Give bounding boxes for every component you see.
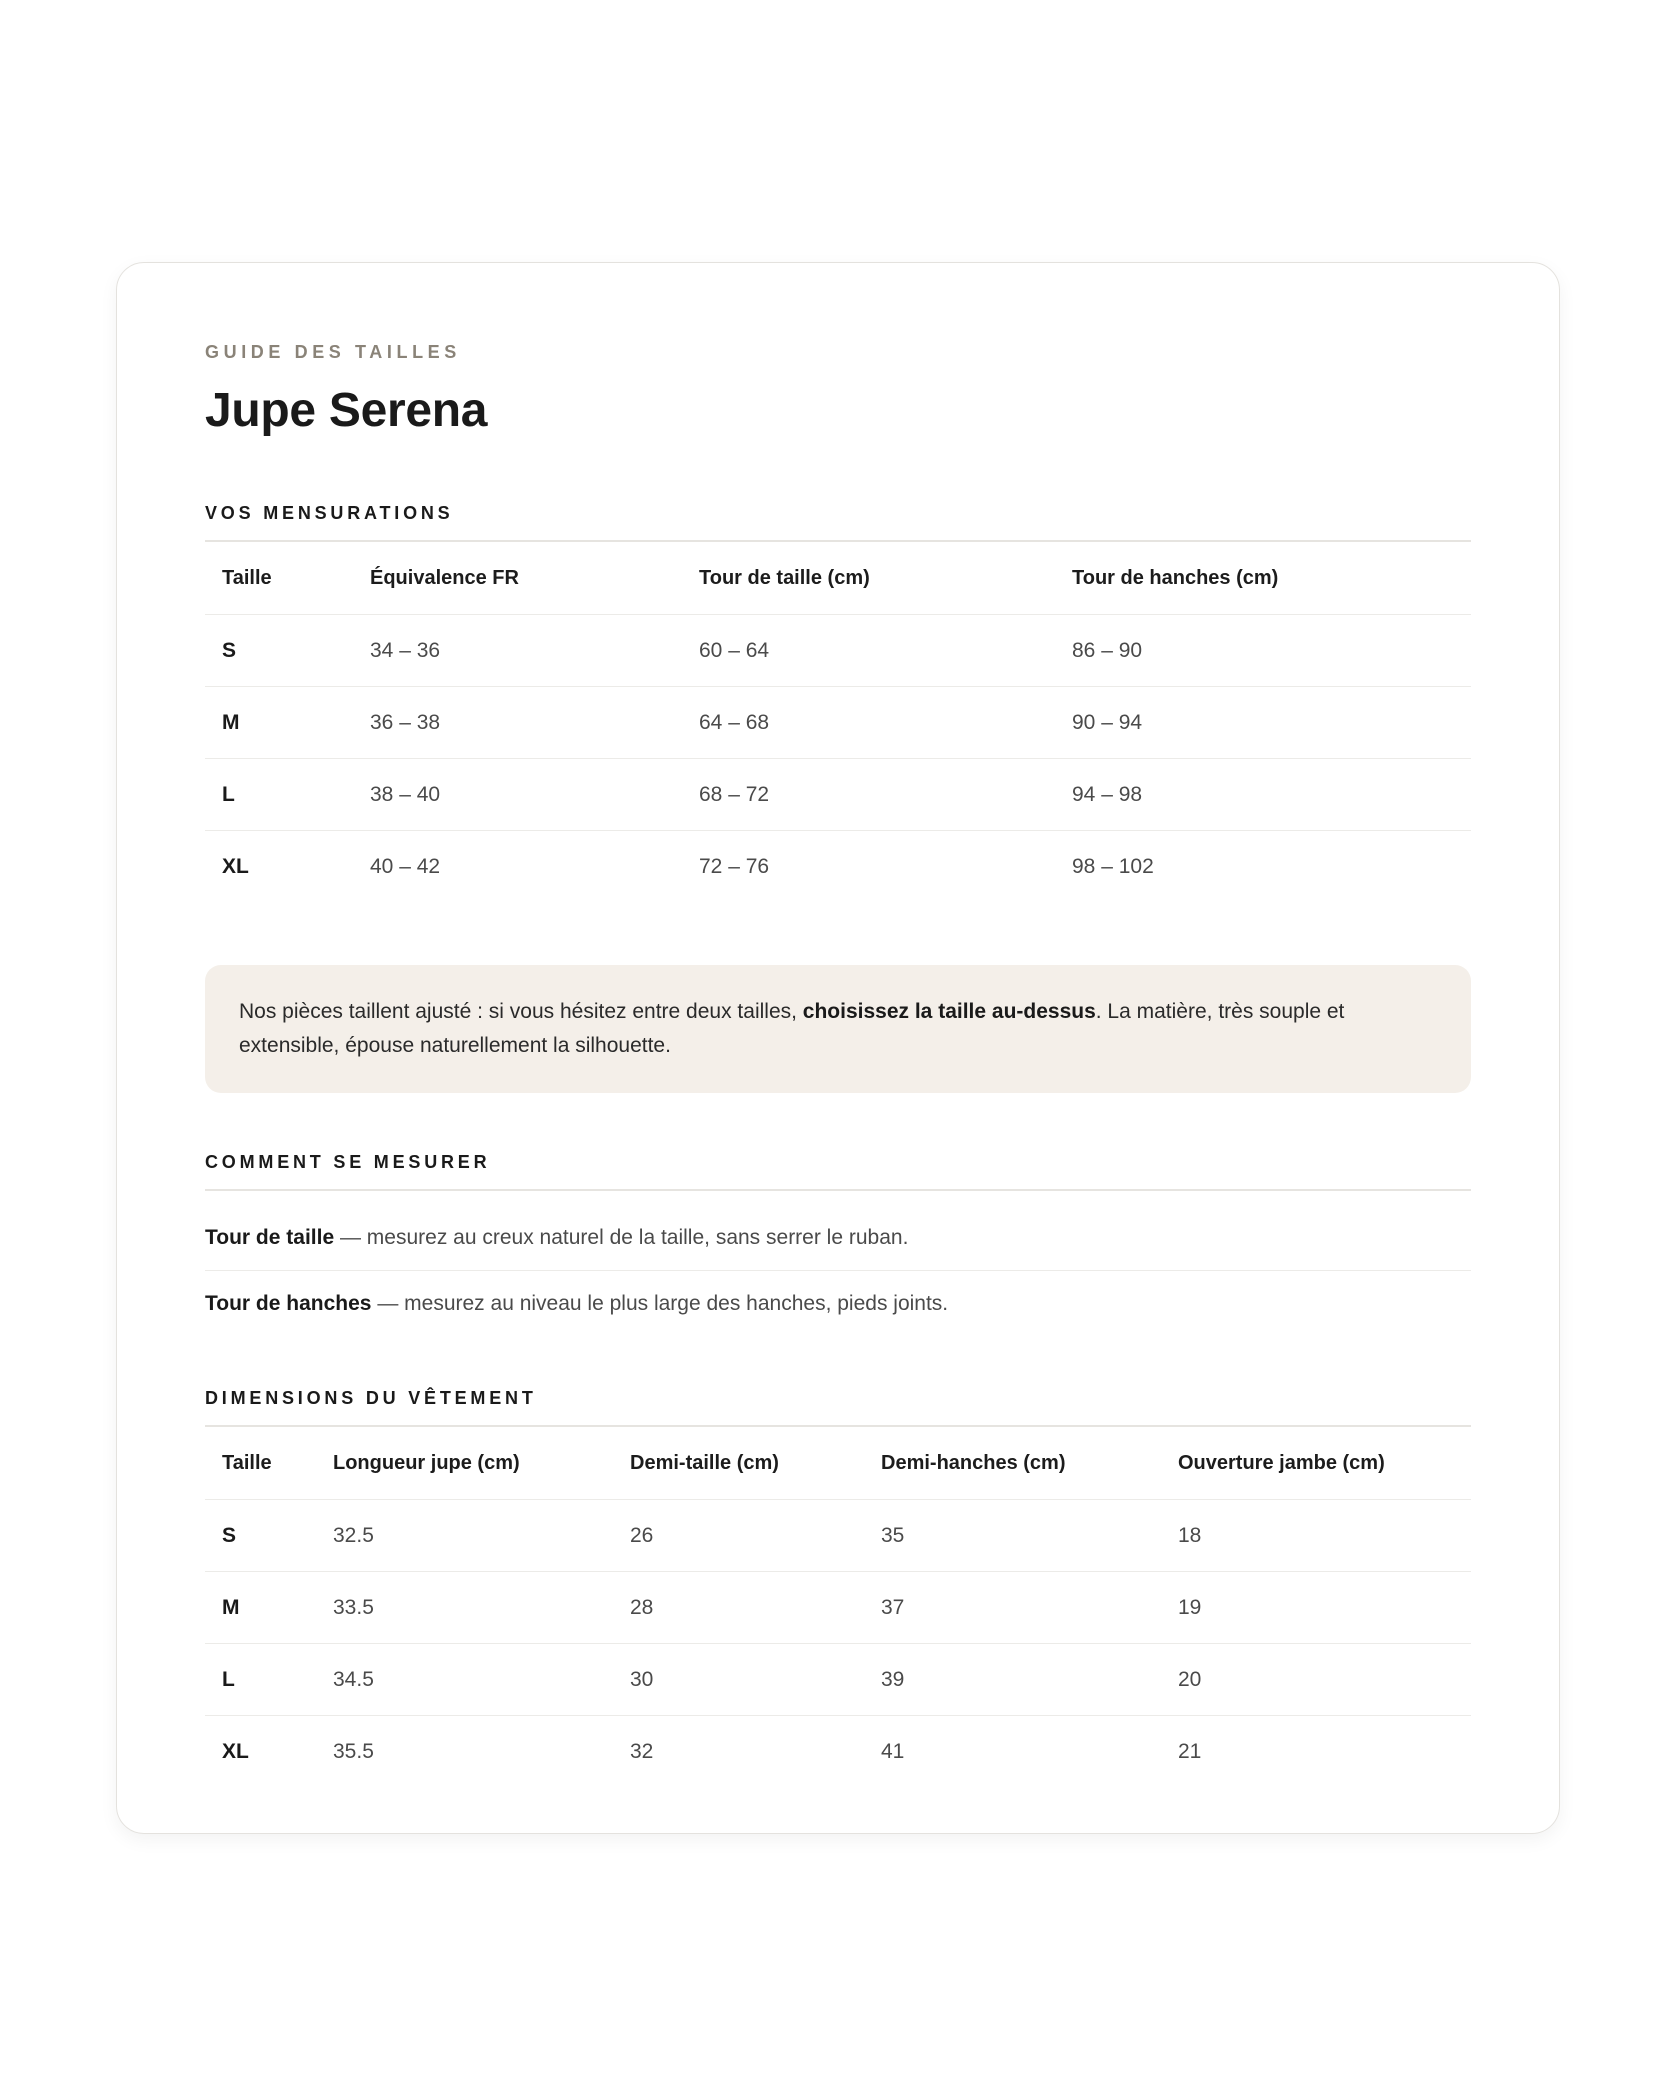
table-cell: 35 bbox=[864, 1500, 1161, 1572]
table-row bbox=[205, 1500, 1471, 1572]
table-cell: 60 – 64 bbox=[682, 615, 1055, 687]
table-row bbox=[205, 1644, 1471, 1716]
eyebrow-label: GUIDE DES TAILLES bbox=[205, 342, 461, 362]
table-cell: 36 – 38 bbox=[353, 687, 682, 759]
column-header: Taille bbox=[205, 542, 353, 615]
column-header: Tour de hanches (cm) bbox=[1055, 542, 1471, 615]
column-header: Équivalence FR bbox=[353, 542, 682, 615]
table-cell: 86 – 90 bbox=[1055, 615, 1471, 687]
table-cell: 35.5 bbox=[333, 1739, 374, 1763]
table-cell: 34.5 bbox=[316, 1644, 613, 1716]
table-cell: 39 bbox=[864, 1644, 1161, 1716]
table-cell: 64 – 68 bbox=[682, 687, 1055, 759]
measure-instruction bbox=[205, 1271, 1471, 1336]
table-header-row bbox=[205, 1427, 1471, 1500]
table-cell: 98 – 102 bbox=[1072, 854, 1154, 878]
table-cell: 32 bbox=[630, 1739, 654, 1763]
table-cell: 37 bbox=[864, 1572, 1161, 1644]
table-cell: 94 – 98 bbox=[1055, 759, 1471, 831]
measurements-table bbox=[205, 542, 1471, 902]
size-cell: L bbox=[205, 1644, 316, 1716]
table-row bbox=[205, 1716, 1471, 1788]
table-cell: 21 bbox=[1178, 1739, 1202, 1763]
table-cell: 30 bbox=[613, 1644, 864, 1716]
table-cell: 33.5 bbox=[316, 1572, 613, 1644]
size-cell: XL bbox=[222, 1739, 249, 1763]
table-cell: 20 bbox=[1161, 1644, 1471, 1716]
table-row bbox=[205, 831, 1471, 903]
table-row bbox=[205, 1572, 1471, 1644]
table-row bbox=[205, 687, 1471, 759]
table-cell: 32.5 bbox=[316, 1500, 613, 1572]
table-cell: 41 bbox=[881, 1739, 905, 1763]
size-cell: M bbox=[205, 1572, 316, 1644]
column-header: Longueur jupe (cm) bbox=[316, 1427, 613, 1500]
column-header: Demi-taille (cm) bbox=[613, 1427, 864, 1500]
size-cell: S bbox=[205, 615, 353, 687]
column-header: Ouverture jambe (cm) bbox=[1161, 1427, 1471, 1500]
table-cell: 19 bbox=[1161, 1572, 1471, 1644]
section-heading-measurements: VOS MENSURATIONS bbox=[205, 502, 1471, 542]
table-cell: 26 bbox=[613, 1500, 864, 1572]
measure-term: Tour de hanches bbox=[205, 1292, 372, 1315]
size-cell: L bbox=[205, 759, 353, 831]
section-heading-how-to-measure: COMMENT SE MESURER bbox=[205, 1151, 1471, 1191]
measure-text: — mesurez au creux naturel de la taille, sans serrer le ruban. bbox=[334, 1226, 909, 1249]
table-cell: 34 – 36 bbox=[353, 615, 682, 687]
table-cell: 72 – 76 bbox=[699, 854, 770, 878]
column-header: Taille bbox=[205, 1427, 316, 1500]
size-cell: M bbox=[205, 687, 353, 759]
column-header: Demi-hanches (cm) bbox=[864, 1427, 1161, 1500]
table-cell: 68 – 72 bbox=[682, 759, 1055, 831]
page-title: Jupe Serena bbox=[205, 384, 488, 437]
table-header-row bbox=[205, 542, 1471, 615]
table-cell: 38 – 40 bbox=[353, 759, 682, 831]
measure-text: — mesurez au niveau le plus large des hanches, pieds joints. bbox=[371, 1292, 949, 1315]
table-cell: 18 bbox=[1161, 1500, 1471, 1572]
size-cell: XL bbox=[222, 854, 249, 878]
note-text-end: . La matière, très souple et extensible, épouse naturellement la silhouette. bbox=[239, 1000, 1345, 1057]
section-heading-garment-dimensions: DIMENSIONS DU VÊTEMENT bbox=[205, 1387, 1471, 1427]
measure-instruction bbox=[205, 1191, 1471, 1271]
note-emphasis: choisissez la taille au-dessus bbox=[802, 1000, 1096, 1023]
size-cell: S bbox=[205, 1500, 316, 1572]
table-cell: 28 bbox=[613, 1572, 864, 1644]
table-row bbox=[205, 615, 1471, 687]
measure-term: Tour de taille bbox=[205, 1226, 335, 1249]
table-cell: 40 – 42 bbox=[370, 854, 441, 878]
size-guide-card bbox=[116, 262, 1560, 1834]
fit-advice-note bbox=[205, 965, 1471, 1093]
column-header: Tour de taille (cm) bbox=[682, 542, 1055, 615]
table-row bbox=[205, 759, 1471, 831]
note-text: Nos pièces taillent ajusté : si vous hésitez entre deux tailles, bbox=[239, 1000, 803, 1023]
garment-dimensions-table bbox=[205, 1427, 1471, 1787]
table-cell: 90 – 94 bbox=[1055, 687, 1471, 759]
